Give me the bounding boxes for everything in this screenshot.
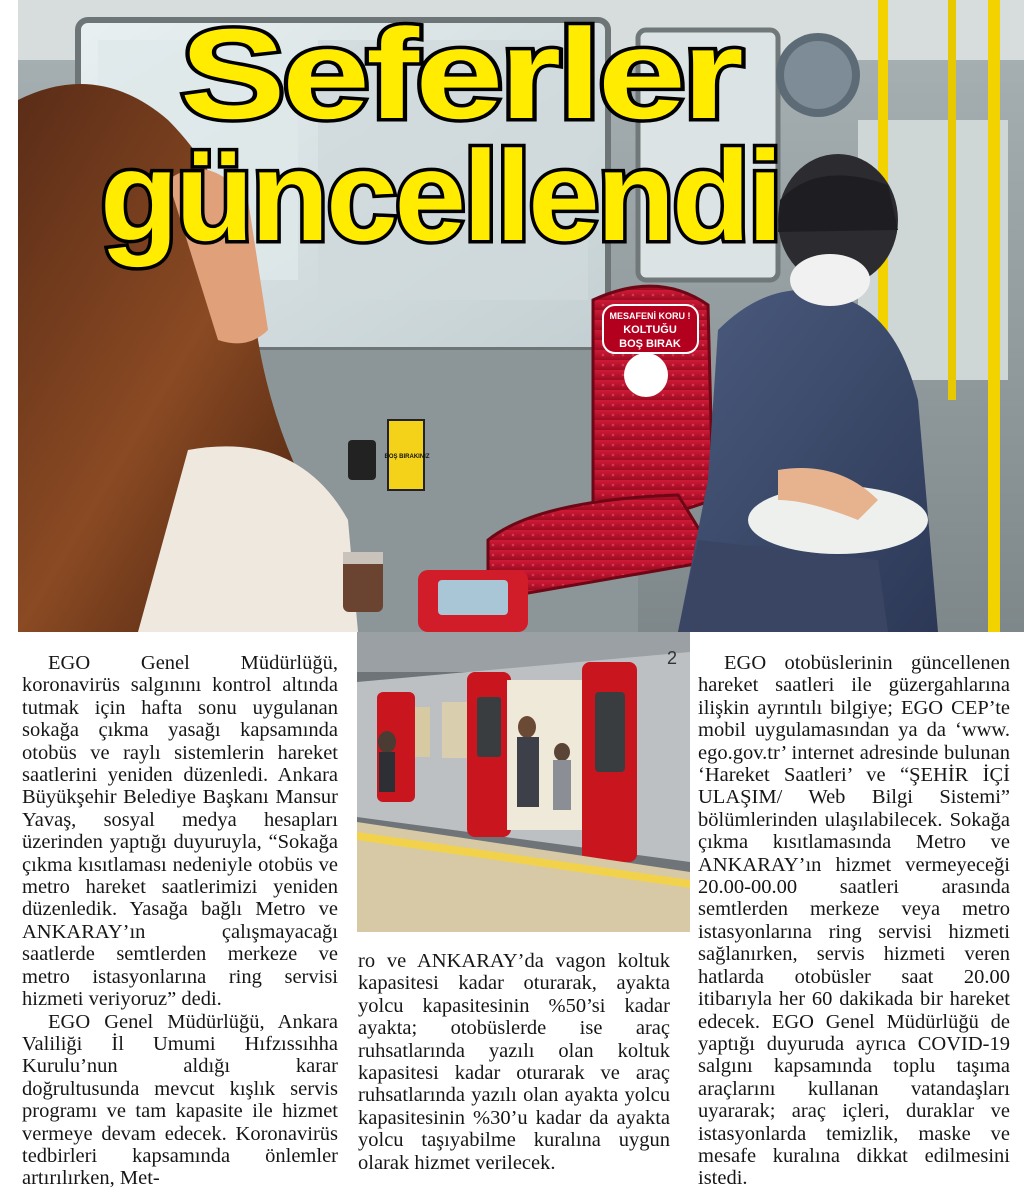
article-paragraph: EGO otobüslerinin güncellenen hareket saatleri ile güzergahlarına ilişkin ayrıntılı bilgiye; EGO CEP’te mobil uygulamasından ya da ‘www. ego.gov.tr’ internet adresinde bulunan ‘Hareket Saatleri’ ve “ŞEHİR İÇİ ULAŞIM/ Web Bilgi Sistemi” bölümlerinden ulaşılabilecek. Sokağa çıkma kısıtlamasında Metro ve ANKARAY’ın hizmet vermeyeceği 20.00-00.00 saatleri arasında semtlerden merkeze veya metro istasyonlarına ring servisi hizmeti sağlanırken, servis hizmeti veren hatlarda otobüsler saat 20.00 itibarıyla her 60 dakikada bir hareket edecek. EGO Genel Müdürlüğü de yaptığı duyuruda ayrıca COVID-19 salgını kapsamında toplu taşıma araçlarını kullanan vatandaşları uyararak; araç içleri, duraklar ve istasyonlarda temizlik, maske ve mesafe kuralına dikkat edilmesini istedi. [698, 652, 1010, 1190]
metro-train-illustration [357, 632, 690, 932]
headline-line-2: güncellendi [100, 125, 780, 268]
article-column-3 [698, 652, 1010, 1190]
seat-sticker-line-3: BOŞ BIRAK [619, 338, 681, 350]
article-column-2 [358, 950, 670, 1174]
article-paragraph: EGO Genel Müdürlüğü, Ankara Valiliği İl Umumi Hıfzıssıhha Kurulu’nun aldığı karar doğrultusunda mevcut kışlık servis programı ve tam kapasite ile hizmet vermeye devam edecek. Koronavirüs tedbirleri kapsamında önlemler artırılırken, Met- [22, 1010, 338, 1190]
article-column-1 [22, 652, 338, 1190]
metro-photo [357, 632, 690, 932]
headline-line-1: Seferler [180, 3, 742, 146]
article-paragraph: ro ve ANKARAY’da vagon koltuk kapasitesi kadar oturarak, ayakta yolcu kapasitesinin %50’si kadar ayakta; otobüslerde ise araç ruhsatlarında yazılı olan koltuk kapasitesi kadar oturarak ve araç ruhsatlarında yazılı olan ayakta yolcu kapasitesinin %30’u kadar da ayakta yolcu taşıyabilme kuralına uygun olarak hizmet verilecek. [358, 950, 670, 1174]
article-paragraph: EGO Genel Müdürlüğü, koronavirüs salgınını kontrol altında tutmak için hafta sonu uygulanan sokağa çıkma yasağı kapsamında otobüs ve raylı sistemlerin hareket saatlerini yeniden düzenledi. Ankara Büyükşehir Belediye Başkanı Mansur Yavaş, sosyal medya hesapları üzerinden yaptığı duyuruyla, “Sokağa çıkma kısıtlaması nedeniyle otobüs ve metro hareket saatlerimizi yeniden düzenledik. Yasağa bağlı Metro ve ANKARAY’ın çalışmayacağı saatlerde semtlerden merkeze ve metro istasyonlarına ring servisi hizmeti veriyoruz” dedi. [22, 652, 338, 1011]
seat-sticker-line-2: KOLTUĞU [623, 324, 677, 336]
hero-photo [18, 0, 1024, 632]
seat-sticker-line-1: MESAFENİ KORU ! [609, 311, 691, 321]
wall-sign-text: BOŞ BIRAKINIZ [384, 454, 430, 460]
bus-interior-illustration [18, 0, 1024, 632]
car-number: 2 [667, 648, 678, 668]
